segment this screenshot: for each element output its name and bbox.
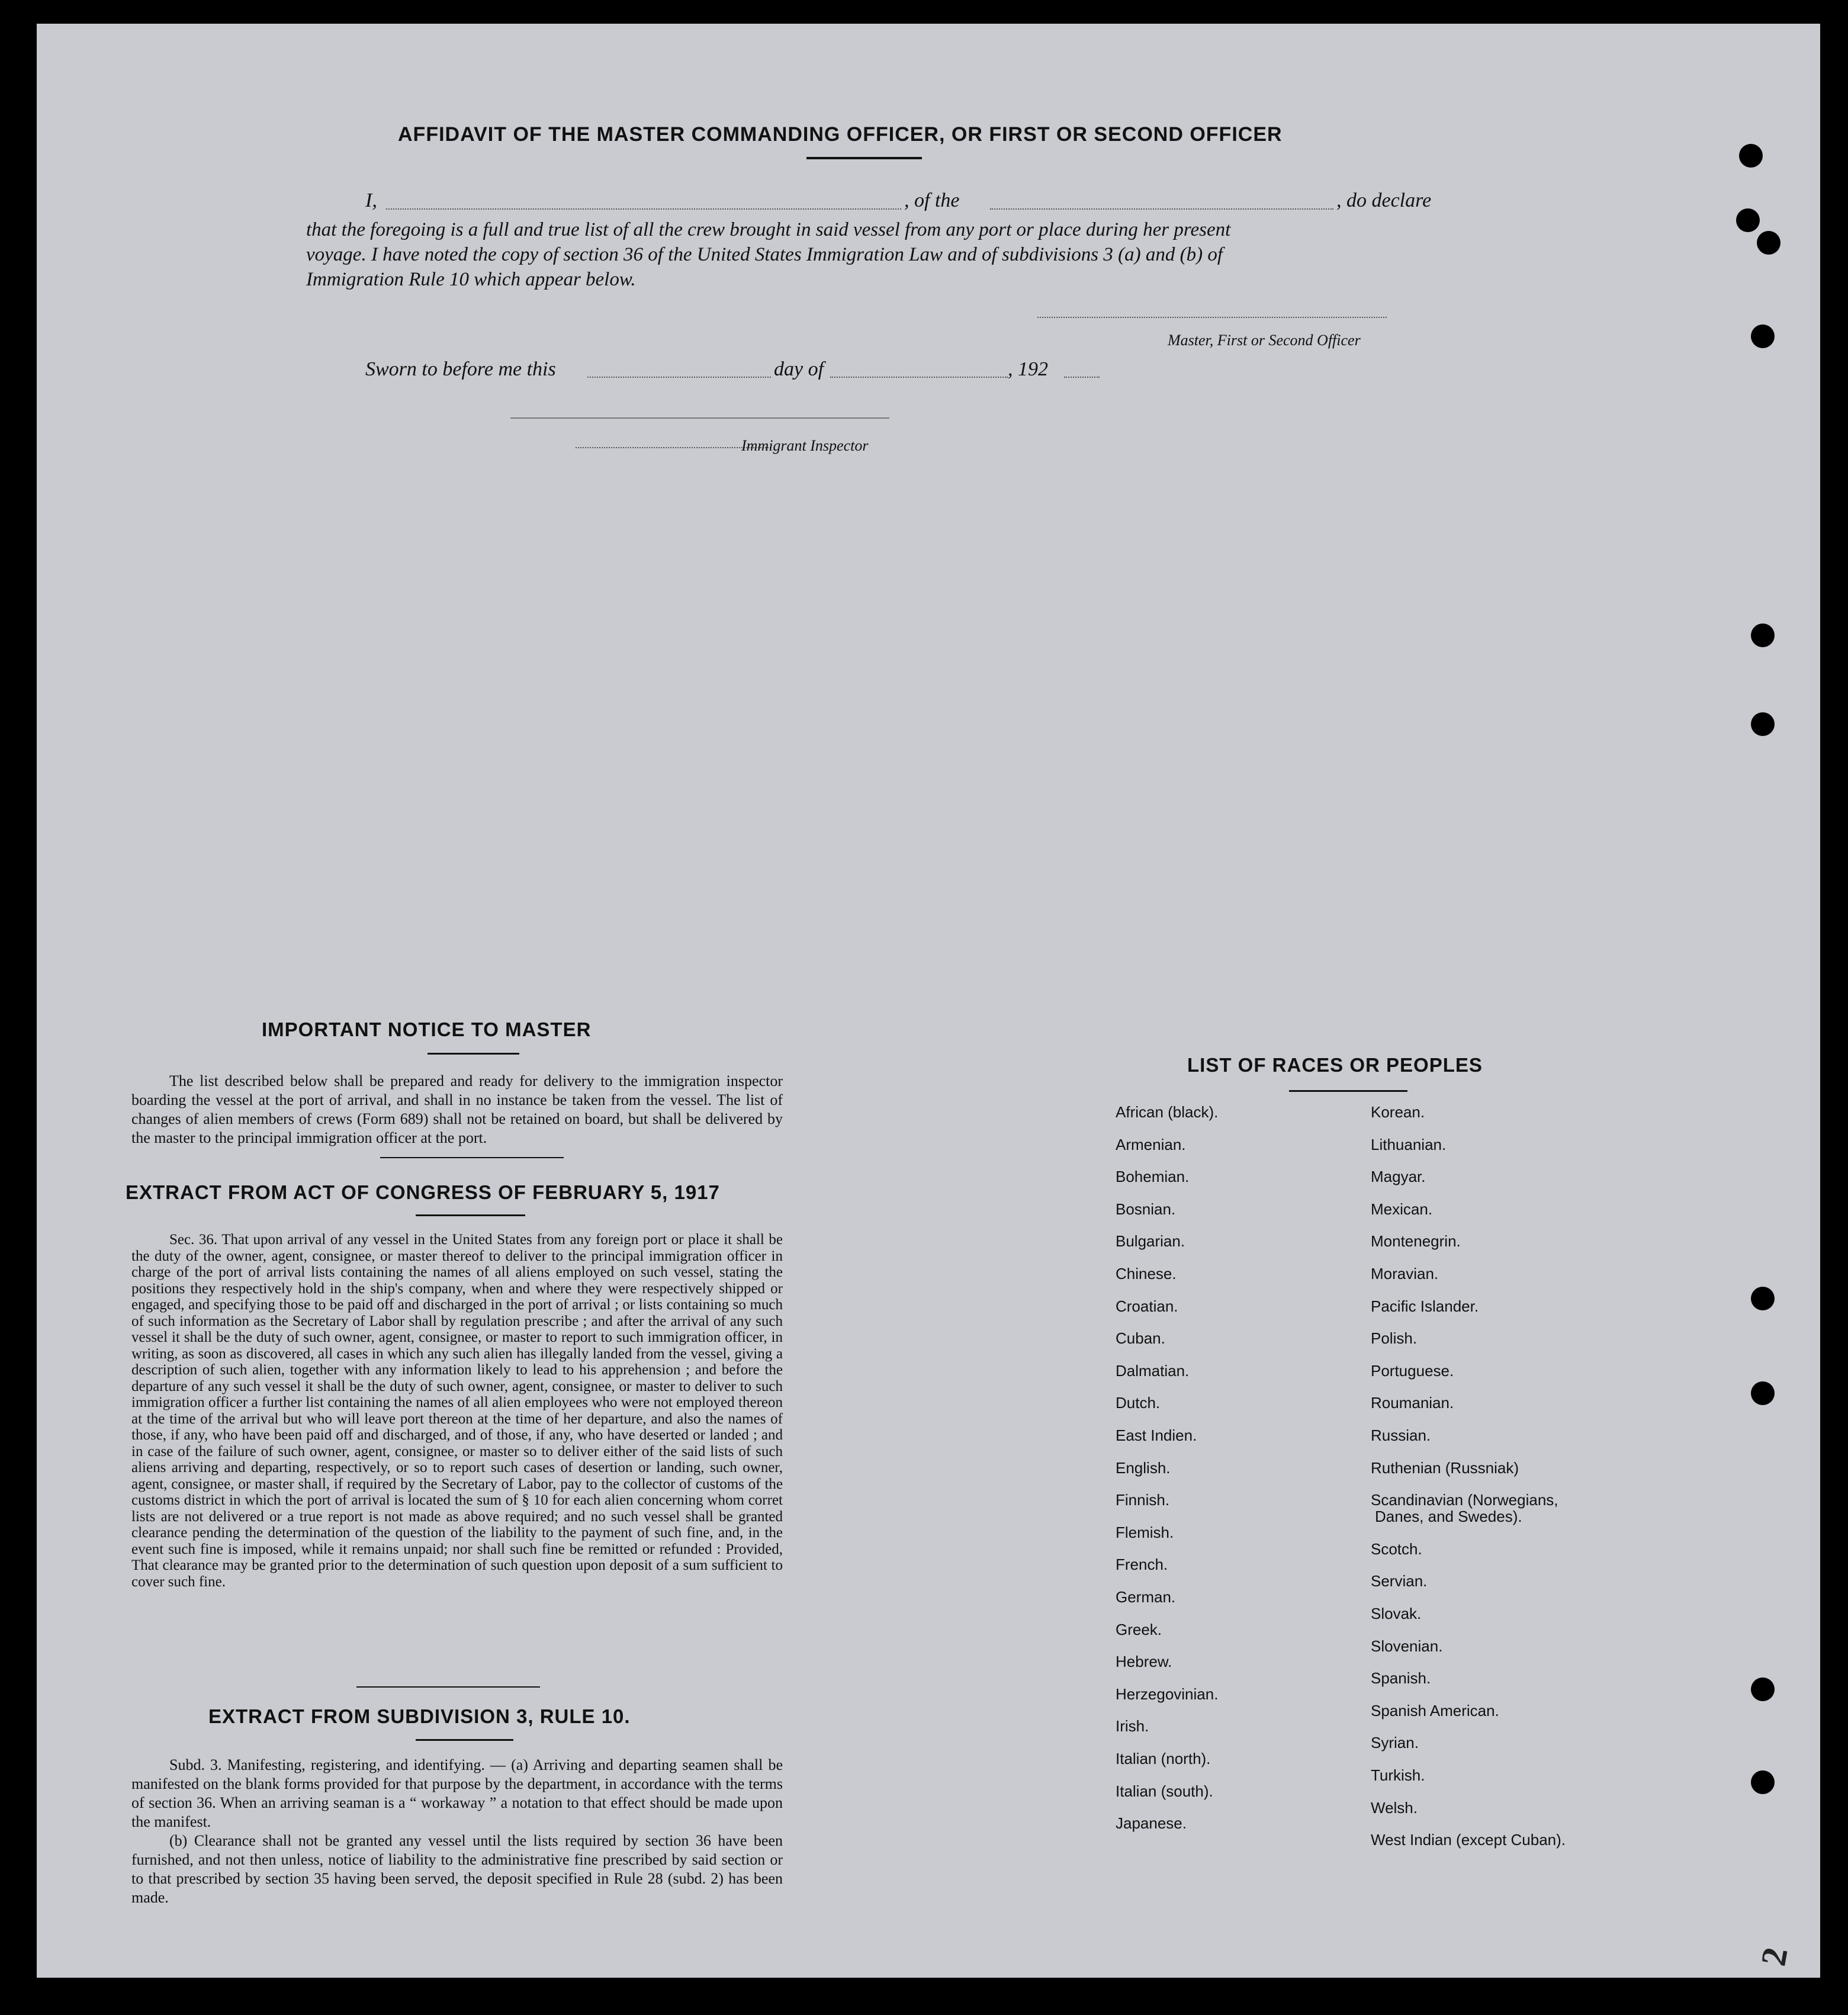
race-item: Turkish. bbox=[1371, 1766, 1425, 1784]
race-item: Cuban. bbox=[1116, 1329, 1165, 1348]
sworn-year-blank bbox=[1064, 377, 1100, 378]
binder-hole bbox=[1751, 1381, 1775, 1405]
sworn-prefix: Sworn to before me this bbox=[365, 358, 556, 380]
affidavit-title-rule bbox=[806, 157, 922, 159]
rule-text bbox=[131, 1756, 783, 1907]
affidavit-line1-of-the: , of the bbox=[904, 189, 960, 211]
race-item: Spanish. bbox=[1371, 1669, 1431, 1688]
notice-paragraph: The list described below shall be prepared and ready for delivery to the immigration inspector boarding the vessel at the port of arrival, and shall in no instance be taken from the vessel. The list of changes of alien members of crews (Form 689) shall not be retained on board, but shall be delivered by the master to the principal immigration officer at the port. bbox=[131, 1072, 783, 1146]
race-item: Italian (north). bbox=[1116, 1750, 1211, 1767]
race-item: Irish. bbox=[1116, 1717, 1149, 1736]
sworn-day-blank bbox=[587, 377, 771, 378]
affidavit-line1-do-declare: , do declare bbox=[1336, 189, 1432, 211]
binder-hole bbox=[1751, 712, 1775, 736]
rule-paragraph-a: Subd. 3. Manifesting, registering, and identifying. — (a) Arriving and departing seamen shall be manifested on the blank forms provided for that purpose by the department, in accordance with the terms of section 36. When an arriving seaman is a “ workaway ” a notation to that effect should be made upon the manifest. bbox=[131, 1756, 783, 1830]
race-item: Mexican. bbox=[1371, 1200, 1433, 1218]
notice-divider bbox=[380, 1157, 564, 1158]
race-item: Chinese. bbox=[1116, 1265, 1177, 1283]
rule-paragraph-b: (b) Clearance shall not be granted any vessel until the lists required by section 36 have been furnished, and not then unless, notice of liability to the administrative fine prescribed by said section or to that prescribed by section 35 having been served, the deposit specified in Rule 28 (subd. 2) has been made. bbox=[131, 1832, 783, 1906]
document-page bbox=[37, 24, 1820, 1978]
notice-text bbox=[131, 1072, 783, 1148]
act-text bbox=[131, 1232, 783, 1590]
signature-blank bbox=[1037, 317, 1387, 318]
races-title-rule bbox=[1289, 1090, 1407, 1092]
affidavit-line4: Immigration Rule 10 which appear below. bbox=[306, 269, 636, 290]
race-item: English. bbox=[1116, 1458, 1171, 1477]
inspector-signature-blank bbox=[510, 417, 889, 419]
race-item: Pacific Islander. bbox=[1371, 1297, 1479, 1315]
race-item: Finnish. bbox=[1116, 1491, 1170, 1509]
race-item: Slovak. bbox=[1371, 1605, 1422, 1622]
race-item: Syrian. bbox=[1371, 1734, 1419, 1752]
race-item: Hebrew. bbox=[1116, 1653, 1172, 1671]
race-item: Russian. bbox=[1371, 1426, 1431, 1444]
race-item: Moravian. bbox=[1371, 1265, 1439, 1283]
sworn-day-of: day of bbox=[774, 358, 824, 380]
race-item: Japanese. bbox=[1116, 1814, 1187, 1833]
race-item: Ruthenian (Russniak) bbox=[1371, 1458, 1519, 1477]
binder-hole bbox=[1751, 324, 1775, 348]
binder-hole bbox=[1739, 144, 1763, 168]
race-item: German. bbox=[1116, 1588, 1176, 1606]
inspector-label: Immigrant Inspector bbox=[741, 437, 869, 454]
race-item: Korean. bbox=[1371, 1103, 1425, 1121]
name-blank bbox=[386, 208, 901, 210]
race-item: Scotch. bbox=[1371, 1540, 1422, 1558]
affidavit-line1-i: I, bbox=[365, 189, 377, 211]
sworn-year: , 192 bbox=[1008, 358, 1048, 380]
sworn-month-blank bbox=[830, 377, 1008, 378]
binder-hole bbox=[1751, 1287, 1775, 1310]
act-divider bbox=[356, 1686, 540, 1688]
race-item: Bulgarian. bbox=[1116, 1232, 1185, 1251]
signature-label: Master, First or Second Officer bbox=[1168, 332, 1361, 349]
race-item: Servian. bbox=[1371, 1572, 1428, 1590]
act-title: EXTRACT FROM ACT OF CONGRESS OF FEBRUARY 5, 1917 bbox=[126, 1181, 720, 1203]
race-item: Welsh. bbox=[1371, 1798, 1418, 1817]
race-item: West Indian (except Cuban). bbox=[1371, 1831, 1566, 1849]
race-item: French. bbox=[1116, 1556, 1168, 1574]
notice-title: IMPORTANT NOTICE TO MASTER bbox=[262, 1018, 592, 1040]
race-item: Greek. bbox=[1116, 1620, 1162, 1638]
act-title-rule bbox=[416, 1214, 525, 1216]
binder-hole bbox=[1751, 1770, 1775, 1794]
notice-title-rule bbox=[428, 1053, 519, 1055]
act-paragraph: Sec. 36. That upon arrival of any vessel in the United States from any foreign port or place it shall be the duty of the owner, agent, consignee, or master thereof to deliver to the principal immigration officer in charge of the port of arrival lists containing the names of all aliens employed on such vessel, stating the positions they respectively hold in the ship's company, when and where they were respectively shipped or engaged, and specifying those to be paid off and discharged in the port of arrival ; or lists containing so much of such information as the Secretary of Labor shall by regulation prescribe ; and after the arrival of any such vessel it shall be the duty of such owner, agent, consignee, or master to report to such immigration officer, in writing, as soon as discovered, all cases in which any such alien has illegally landed from the vessel, giving a description of such alien, together with any information likely to lead to his apprehension ; and before the departure of any such vessel it shall be the duty of such owner, agent, consignee, or master to deliver to such immigration officer a further list containing the names of all alien employees who were not employed thereon at the time of the arrival but who will leave port thereon at the time of her departure, and also the names of those, if any, who have been paid off and discharged, and of those, if any, who have deserted or landed ; and in case of the failure of such owner, agent, consignee, or master so to deliver either of the said lists of such aliens arriving and departing, respectively, or so to report such cases of desertion or landing, such owner, agent, consignee, or master shall, if required by the Secretary of Labor, pay to the collector of customs of the customs district in which the port of arrival is located the sum of § 10 for each alien concerning whom corret lists are not delivered or a true report is not made as above required; and no such vessel shall be granted clearance pending the determination of the question of the liability to the payment of such fine, and, in the event such fine is imposed, while it remains unpaid; nor shall such fine be remitted or refunded : Provided, That clearance may be granted prior to the determination of such question upon deposit of a sum sufficient to cover such fine. bbox=[131, 1232, 783, 1590]
race-item: Herzegovinian. bbox=[1116, 1685, 1219, 1703]
race-item: Spanish American. bbox=[1371, 1701, 1499, 1720]
affidavit-line2: that the foregoing is a full and true list of all the crew brought in said vessel from any port or place during her present bbox=[306, 219, 1231, 240]
margin-mark: 2 bbox=[1753, 1944, 1795, 1969]
race-item: Portuguese. bbox=[1371, 1361, 1454, 1380]
race-item: East Indien. bbox=[1116, 1426, 1197, 1444]
binder-hole bbox=[1751, 1677, 1775, 1701]
race-item: Scandinavian (Norwegians, bbox=[1371, 1491, 1558, 1509]
race-item: Roumanian. bbox=[1371, 1394, 1454, 1412]
binder-hole bbox=[1751, 624, 1775, 647]
race-item: Flemish. bbox=[1116, 1523, 1174, 1541]
race-item: Croatian. bbox=[1116, 1297, 1178, 1315]
binder-hole bbox=[1736, 208, 1760, 232]
race-item: African (black). bbox=[1116, 1103, 1219, 1121]
binder-hole bbox=[1757, 231, 1780, 255]
vessel-blank bbox=[990, 208, 1333, 210]
race-item: Bohemian. bbox=[1116, 1168, 1190, 1186]
race-item: Dalmatian. bbox=[1116, 1361, 1190, 1380]
affidavit-line3: voyage. I have noted the copy of section 36 of the United States Immigration Law and of subdivisions 3 (a) and (b) of bbox=[306, 244, 1223, 265]
race-item: Danes, and Swedes). bbox=[1375, 1508, 1522, 1526]
race-item: Slovenian. bbox=[1371, 1637, 1443, 1655]
race-item: Italian (south). bbox=[1116, 1782, 1213, 1800]
race-item: Lithuanian. bbox=[1371, 1135, 1447, 1153]
rule-title: EXTRACT FROM SUBDIVISION 3, RULE 10. bbox=[208, 1705, 631, 1727]
rule-title-rule bbox=[416, 1739, 513, 1741]
affidavit-title: AFFIDAVIT OF THE MASTER COMMANDING OFFICER, OR FIRST OR SECOND OFFICER bbox=[398, 123, 1283, 146]
race-item: Montenegrin. bbox=[1371, 1232, 1461, 1251]
race-item: Armenian. bbox=[1116, 1135, 1186, 1153]
races-title: LIST OF RACES OR PEOPLES bbox=[1187, 1054, 1483, 1076]
race-item: Magyar. bbox=[1371, 1168, 1426, 1186]
race-item: Polish. bbox=[1371, 1329, 1418, 1348]
race-item: Dutch. bbox=[1116, 1394, 1161, 1412]
race-item: Bosnian. bbox=[1116, 1200, 1176, 1218]
